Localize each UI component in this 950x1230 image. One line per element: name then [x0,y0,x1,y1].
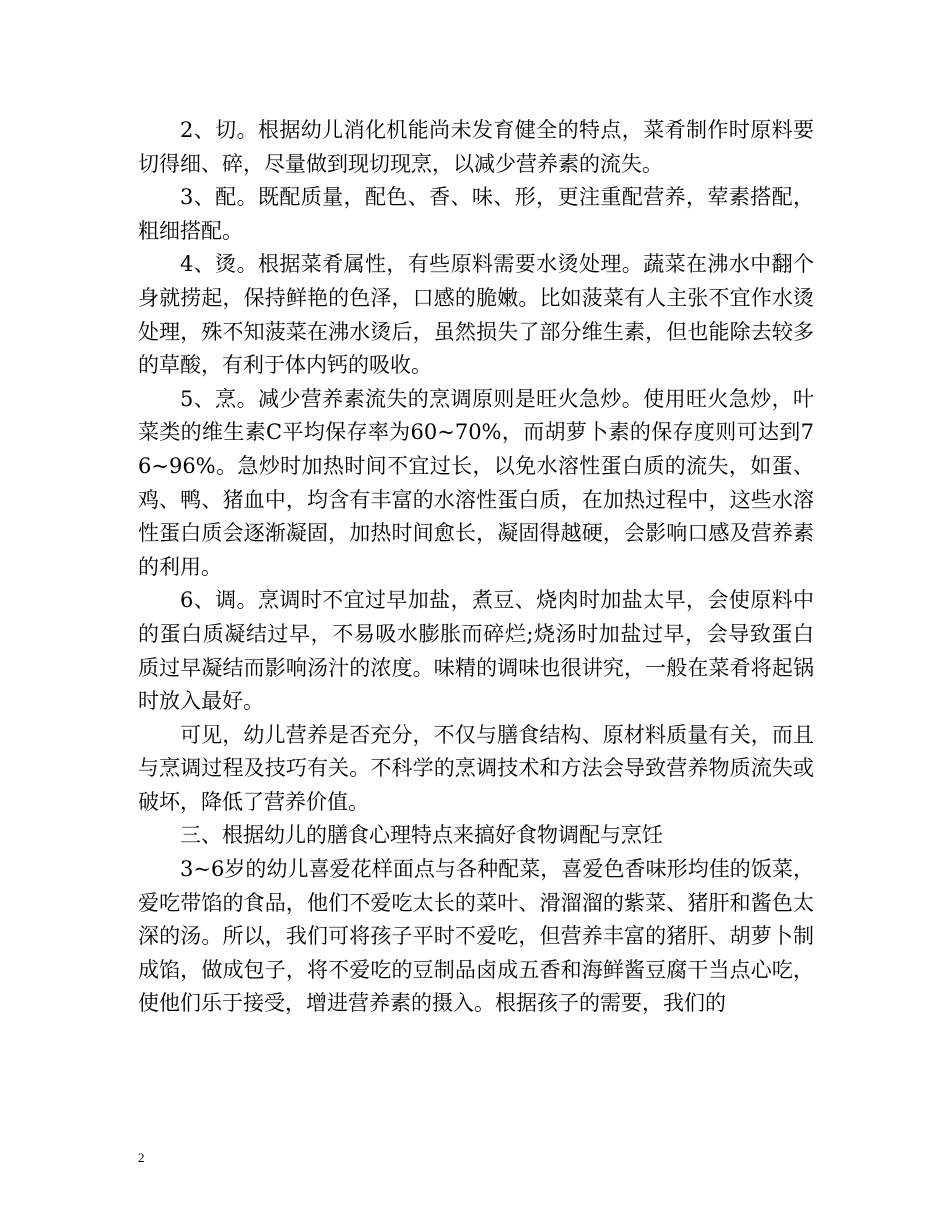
paragraph-cook: 5、烹。减少营养素流失的烹调原则是旺火急炒。使用旺火急炒，叶菜类的维生素C平均保存率为60~70%，而胡萝卜素的保存度则可达到76~96%。急炒时加热时间不宜过长，以免水溶性蛋白质的流失，如蛋、鸡、鸭、猪血中，均含有丰富的水溶性蛋白质，在加热过程中，这些水溶性蛋白质会逐渐凝固，加热时间愈长，凝固得越硬，会影响口感及营养素的利用。 [138,386,814,579]
document-body [138,114,814,1021]
paragraph-season: 6、调。烹调时不宜过早加盐，煮豆、烧肉时加盐太早，会使原料中的蛋白质凝结过早，不易吸水膨胀而碎烂;烧汤时加盐过早，会导致蛋白质过早凝结而影响汤汁的浓度。味精的调味也很讲究，一般在菜肴将起锅时放入最好。 [138,588,814,714]
section-heading: 三、根据幼儿的膳食心理特点来搞好食物调配与烹饪 [180,823,663,848]
paragraph-blanch: 4、烫。根据菜肴属性，有些原料需要水烫处理。蔬菜在沸水中翻个身就捞起，保持鲜艳的色泽，口感的脆嫩。比如菠菜有人主张不宜作水烫处理，殊不知菠菜在沸水烫后，虽然损失了部分维生素，但也能除去较多的草酸，有利于体内钙的吸收。 [138,252,814,378]
page-number: 2 [138,1150,145,1165]
paragraph-cut: 2、切。根据幼儿消化机能尚未发育健全的特点，菜肴制作时原料要切得细、碎，尽量做到现切现烹，以减少营养素的流失。 [138,118,814,176]
paragraph-match: 3、配。既配质量，配色、香、味、形，更注重配营养，荤素搭配，粗细搭配。 [138,185,814,243]
paragraph-conclusion: 可见，幼儿营养是否充分，不仅与膳食结构、原材料质量有关，而且与烹调过程及技巧有关。不科学的烹调技术和方法会导致营养物质流失或破坏，降低了营养价值。 [138,722,814,814]
paragraph-diet-psychology: 3~6岁的幼儿喜爱花样面点与各种配菜，喜爱色香味形均佳的饭菜，爱吃带馅的食品，他们不爱吃太长的菜叶、滑溜溜的紫菜、猪肝和酱色太深的汤。所以，我们可将孩子平时不爱吃，但营养丰富的猪肝、胡萝卜制成馅，做成包子，将不爱吃的豆制品卤成五香和海鲜酱豆腐干当点心吃，使他们乐于接受，增进营养素的摄入。根据孩子的需要，我们的 [138,857,814,1016]
